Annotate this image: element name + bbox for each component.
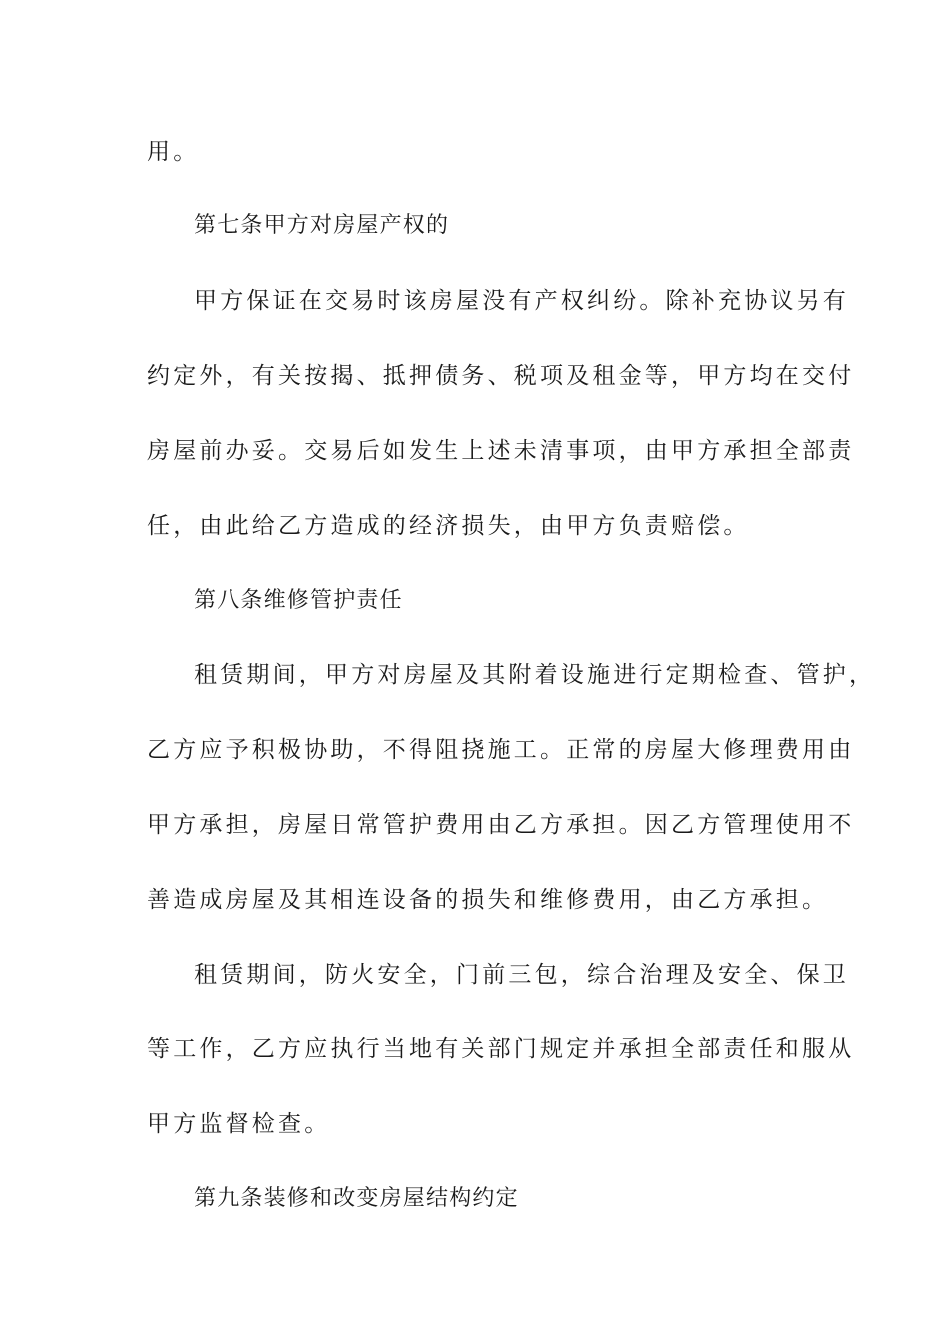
section-heading: 第九条装修和改变房屋结构约定 (194, 1186, 519, 1211)
text-line: 租赁期间，防火安全，门前三包，综合治理及安全、保卫 (194, 962, 849, 988)
text-line: 等工作，乙方应执行当地有关部门规定并承担全部责任和服从 (147, 1036, 855, 1062)
text-line: 甲方保证在交易时该房屋没有产权纠纷。除补充协议另有 (194, 288, 849, 314)
text-line: 甲方监督检查。 (147, 1111, 331, 1137)
text-line: 租赁期间，甲方对房屋及其附着设施进行定期检查、管护， (194, 662, 876, 688)
text-line: 房屋前办妥。交易后如发生上述未清事项，由甲方承担全部责 (147, 438, 855, 464)
text-line: 约定外，有关按揭、抵押债务、税项及租金等，甲方均在交付 (147, 363, 855, 389)
section-heading: 第八条维修管护责任 (194, 588, 403, 613)
text-line: 乙方应予积极协助，不得阻挠施工。正常的房屋大修理费用由 (147, 737, 855, 763)
text-line: 甲方承担，房屋日常管护费用由乙方承担。因乙方管理使用不 (147, 812, 855, 838)
text-line: 善造成房屋及其相连设备的损失和维修费用，由乙方承担。 (147, 887, 829, 913)
text-line: 用。 (147, 139, 200, 165)
text-line: 任，由此给乙方造成的经济损失，由甲方负责赔偿。 (147, 513, 750, 539)
section-heading: 第七条甲方对房屋产权的 (194, 213, 450, 238)
